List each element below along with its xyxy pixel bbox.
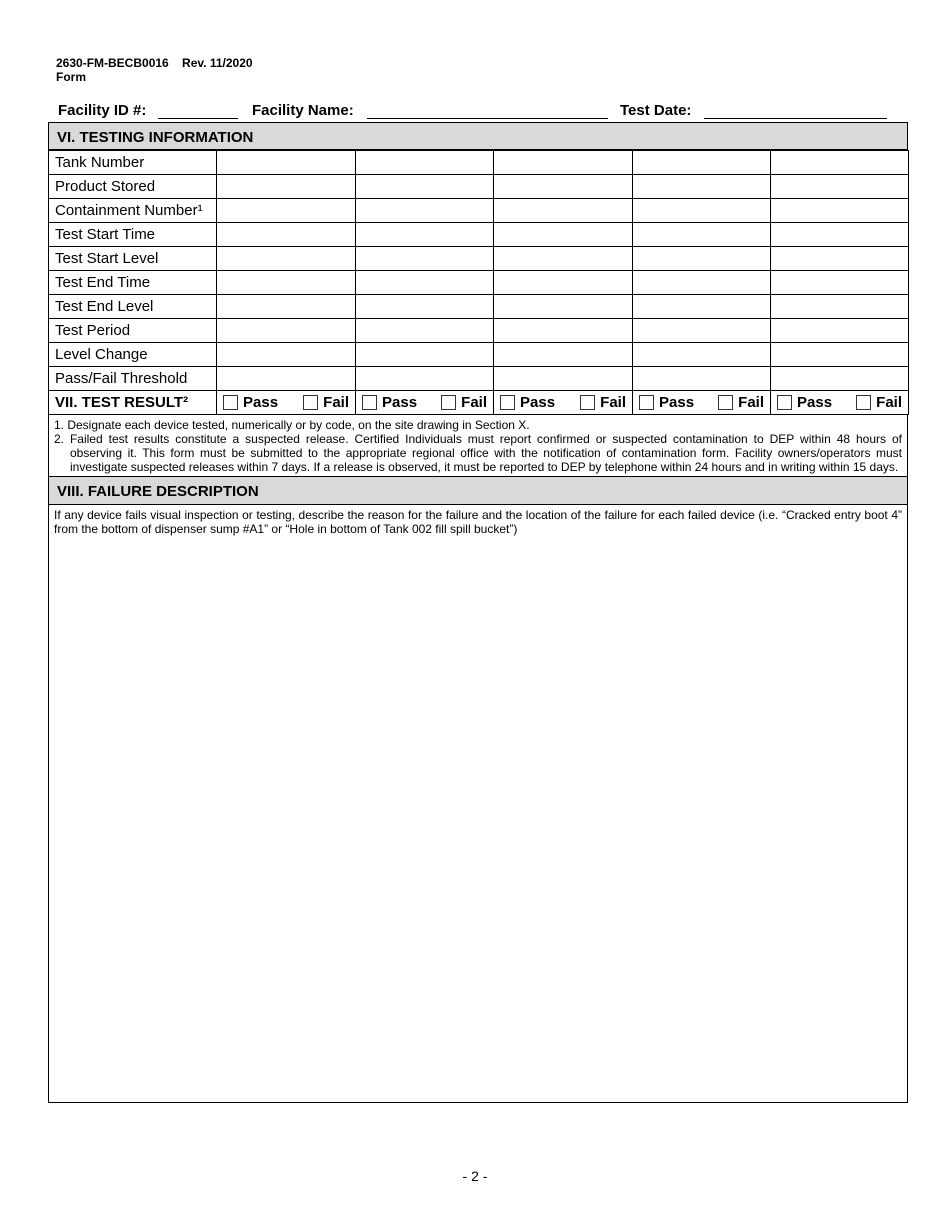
entry-cell[interactable] — [633, 199, 771, 223]
entry-cell[interactable] — [217, 199, 356, 223]
pass-checkbox[interactable] — [777, 395, 792, 410]
entry-cell[interactable] — [494, 223, 633, 247]
entry-cell[interactable] — [494, 247, 633, 271]
entry-cell[interactable] — [356, 223, 494, 247]
fail-option[interactable] — [856, 394, 902, 411]
form-frame — [48, 122, 908, 1103]
result-cell — [494, 391, 633, 415]
footnote-2: 2. Failed test results constitute a suspected release. Certified Individuals must report confirmed or suspected contamination to DEP within 48 hours of observing it. This form must be submitted to the appropriate regional office with the notification of contamination form. Facility owners/operators must investigate suspected releases within 7 days. If a release is observed, it must be reported to DEP by telephone within 24 hours and in writing within 15 days. — [54, 432, 902, 474]
section-viii-header: VIII. FAILURE DESCRIPTION — [48, 477, 908, 505]
fail-option[interactable] — [580, 394, 626, 411]
pass-option[interactable] — [223, 394, 278, 411]
facility-name-field[interactable] — [367, 118, 608, 119]
test-date-field[interactable] — [704, 118, 887, 119]
entry-cell[interactable] — [494, 199, 633, 223]
entry-cell[interactable] — [217, 271, 356, 295]
entry-cell[interactable] — [633, 295, 771, 319]
entry-cell[interactable] — [771, 175, 909, 199]
footnotes — [48, 415, 908, 477]
test-result-row — [49, 391, 909, 415]
row-label: Test Start Level — [49, 247, 217, 271]
pass-option[interactable] — [500, 394, 555, 411]
entry-cell[interactable] — [771, 271, 909, 295]
row-label: Test End Time — [49, 271, 217, 295]
test-info-row — [49, 175, 909, 199]
failure-description-instructions: If any device fails visual inspection or testing, describe the reason for the failure and the location of the failure for each failed device (i.e. “Cracked entry boot 4” from the bottom of dispenser sump #A1” or “Hole in bottom of Tank 002 fill spill bucket”) — [54, 508, 902, 536]
section-vii-label: VII. TEST RESULT² — [49, 391, 217, 415]
test-date-label: Test Date: — [620, 102, 692, 119]
entry-cell[interactable] — [771, 295, 909, 319]
fail-checkbox[interactable] — [856, 395, 871, 410]
pass-label: Pass — [520, 394, 556, 411]
entry-cell[interactable] — [217, 343, 356, 367]
pass-label: Pass — [382, 394, 418, 411]
entry-cell[interactable] — [494, 271, 633, 295]
entry-cell[interactable] — [217, 247, 356, 271]
entry-cell[interactable] — [217, 151, 356, 175]
pass-label: Pass — [659, 394, 695, 411]
entry-cell[interactable] — [771, 343, 909, 367]
test-info-row — [49, 295, 909, 319]
fail-label: Fail — [323, 394, 349, 411]
failure-description-box[interactable] — [48, 505, 908, 1103]
form-code: 2630-FM-BECB0016 Rev. 11/2020 — [56, 56, 253, 70]
facility-header-line — [58, 102, 908, 122]
fail-label: Fail — [600, 394, 626, 411]
entry-cell[interactable] — [356, 175, 494, 199]
result-cell — [633, 391, 771, 415]
facility-id-label: Facility ID #: — [58, 102, 147, 119]
entry-cell[interactable] — [217, 223, 356, 247]
entry-cell[interactable] — [771, 247, 909, 271]
entry-cell[interactable] — [356, 343, 494, 367]
entry-cell[interactable] — [356, 247, 494, 271]
fail-checkbox[interactable] — [718, 395, 733, 410]
form-identifier — [56, 56, 253, 84]
entry-cell[interactable] — [771, 199, 909, 223]
entry-cell[interactable] — [633, 151, 771, 175]
entry-cell[interactable] — [494, 175, 633, 199]
entry-cell[interactable] — [494, 295, 633, 319]
test-info-row — [49, 199, 909, 223]
entry-cell[interactable] — [494, 319, 633, 343]
row-label: Test Period — [49, 319, 217, 343]
entry-cell[interactable] — [356, 367, 494, 391]
entry-cell[interactable] — [633, 247, 771, 271]
entry-cell[interactable] — [217, 319, 356, 343]
pass-option[interactable] — [639, 394, 694, 411]
row-label: Test End Level — [49, 295, 217, 319]
pass-checkbox[interactable] — [362, 395, 377, 410]
entry-cell[interactable] — [633, 271, 771, 295]
fail-option[interactable] — [718, 394, 764, 411]
result-cell — [771, 391, 909, 415]
row-label: Containment Number¹ — [49, 199, 217, 223]
testing-rows — [49, 151, 909, 391]
entry-cell[interactable] — [356, 271, 494, 295]
facility-id-field[interactable] — [158, 118, 238, 119]
page-number: - 2 - — [462, 1168, 488, 1184]
test-info-row — [49, 271, 909, 295]
row-label: Pass/Fail Threshold — [49, 367, 217, 391]
section-vi-header: VI. TESTING INFORMATION — [48, 122, 908, 150]
test-info-row — [49, 223, 909, 247]
fail-label: Fail — [738, 394, 764, 411]
row-label: Product Stored — [49, 175, 217, 199]
entry-cell[interactable] — [633, 367, 771, 391]
pass-option[interactable] — [362, 394, 417, 411]
entry-cell[interactable] — [217, 295, 356, 319]
result-cell — [217, 391, 356, 415]
entry-cell[interactable] — [217, 175, 356, 199]
entry-cell[interactable] — [356, 319, 494, 343]
entry-cell[interactable] — [356, 295, 494, 319]
entry-cell[interactable] — [633, 343, 771, 367]
row-label: Level Change — [49, 343, 217, 367]
footnote-1: 1. Designate each device tested, numerically or by code, on the site drawing in Section X. — [54, 418, 530, 432]
entry-cell[interactable] — [633, 175, 771, 199]
entry-cell[interactable] — [217, 367, 356, 391]
test-info-row — [49, 151, 909, 175]
result-cell — [356, 391, 494, 415]
facility-name-label: Facility Name: — [252, 102, 354, 119]
fail-checkbox[interactable] — [580, 395, 595, 410]
fail-option[interactable] — [441, 394, 487, 411]
fail-checkbox[interactable] — [441, 395, 456, 410]
fail-option[interactable] — [303, 394, 349, 411]
fail-label: Fail — [876, 394, 902, 411]
entry-cell[interactable] — [494, 343, 633, 367]
entry-cell[interactable] — [771, 367, 909, 391]
pass-label: Pass — [243, 394, 279, 411]
entry-cell[interactable] — [356, 199, 494, 223]
entry-cell[interactable] — [494, 151, 633, 175]
entry-cell[interactable] — [771, 319, 909, 343]
pass-checkbox[interactable] — [639, 395, 654, 410]
fail-label: Fail — [461, 394, 487, 411]
entry-cell[interactable] — [771, 223, 909, 247]
fail-checkbox[interactable] — [303, 395, 318, 410]
entry-cell[interactable] — [494, 367, 633, 391]
row-label: Test Start Time — [49, 223, 217, 247]
test-info-row — [49, 367, 909, 391]
entry-cell[interactable] — [633, 319, 771, 343]
pass-label: Pass — [797, 394, 833, 411]
entry-cell[interactable] — [771, 151, 909, 175]
pass-checkbox[interactable] — [500, 395, 515, 410]
pass-option[interactable] — [777, 394, 832, 411]
pass-checkbox[interactable] — [223, 395, 238, 410]
testing-information-table — [48, 150, 909, 415]
entry-cell[interactable] — [356, 151, 494, 175]
test-info-row — [49, 247, 909, 271]
test-info-row — [49, 319, 909, 343]
test-info-row — [49, 343, 909, 367]
entry-cell[interactable] — [633, 223, 771, 247]
row-label: Tank Number — [49, 151, 217, 175]
form-label: Form — [56, 70, 86, 84]
